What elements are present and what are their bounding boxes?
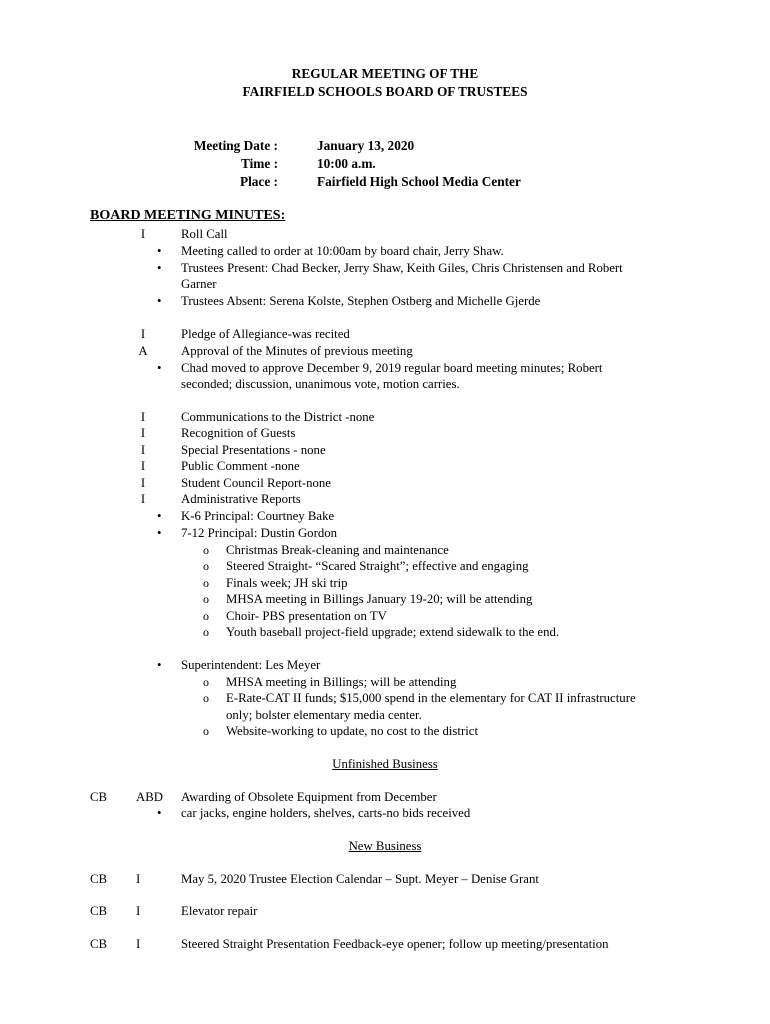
- item-numeral: A: [138, 344, 148, 358]
- meeting-time-label: Time :: [240, 156, 278, 171]
- agenda-code-2: I: [136, 904, 141, 918]
- meeting-date-label: Meeting Date :: [193, 138, 278, 153]
- item-numeral: I: [140, 410, 146, 424]
- sub-bullet-icon: o: [203, 675, 209, 689]
- bullet-icon: •: [157, 806, 162, 820]
- pledge-title: Pledge of Allegiance-was recited: [181, 327, 350, 341]
- report-sup-sub: E-Rate-CAT II funds; $15,000 spend in the elementary for CAT II infrastructure: [226, 691, 636, 705]
- sub-bullet-icon: o: [203, 592, 209, 606]
- report-712-sub: Youth baseball project-field upgrade; extend sidewalk to the end.: [226, 625, 560, 639]
- unfinished-business-heading: Unfinished Business: [332, 757, 438, 771]
- approval-bullet-continued: seconded; discussion, unanimous vote, motion carries.: [181, 377, 460, 391]
- item-title: Administrative Reports: [181, 492, 301, 506]
- approval-bullet: Chad moved to approve December 9, 2019 regular board meeting minutes; Robert: [181, 361, 603, 375]
- item-numeral: I: [140, 426, 146, 440]
- new-business-item: Elevator repair: [181, 904, 258, 918]
- report-sup-sub: Website-working to update, no cost to the district: [226, 724, 479, 738]
- sub-bullet-icon: o: [203, 559, 209, 573]
- document-title-line-1: REGULAR MEETING OF THE: [291, 66, 479, 81]
- agenda-code: CB: [90, 790, 108, 804]
- minutes-heading: BOARD MEETING MINUTES:: [90, 208, 286, 223]
- report-712-sub: Choir- PBS presentation on TV: [226, 609, 387, 623]
- report-712: 7-12 Principal: Dustin Gordon: [181, 526, 338, 540]
- sub-bullet-icon: o: [203, 543, 209, 557]
- bullet-icon: •: [157, 261, 162, 275]
- item-numeral: I: [140, 459, 146, 473]
- document-title-line-2: FAIRFIELD SCHOOLS BOARD OF TRUSTEES: [242, 84, 528, 99]
- sub-bullet-icon: o: [203, 625, 209, 639]
- report-k6: K-6 Principal: Courtney Bake: [181, 509, 335, 523]
- report-712-sub: Finals week; JH ski trip: [226, 576, 348, 590]
- sub-bullet-icon: o: [203, 609, 209, 623]
- unfinished-title: Awarding of Obsolete Equipment from December: [181, 790, 437, 804]
- bullet-icon: •: [157, 361, 162, 375]
- item-title: Special Presentations - none: [181, 443, 326, 457]
- sub-bullet-icon: o: [203, 724, 209, 738]
- new-business-item: Steered Straight Presentation Feedback-eye opener; follow up meeting/presentation: [181, 937, 609, 951]
- item-numeral: I: [140, 227, 146, 241]
- meeting-date-value: January 13, 2020: [317, 138, 415, 153]
- item-numeral: I: [140, 327, 146, 341]
- unfinished-bullet: car jacks, engine holders, shelves, carts-no bids received: [181, 806, 471, 820]
- bullet-icon: •: [157, 526, 162, 540]
- bullet-icon: •: [157, 294, 162, 308]
- report-712-sub: Christmas Break-cleaning and maintenance: [226, 543, 449, 557]
- new-business-item: May 5, 2020 Trustee Election Calendar – Supt. Meyer – Denise Grant: [181, 872, 539, 886]
- approval-title: Approval of the Minutes of previous meeting: [181, 344, 413, 358]
- meeting-place-value: Fairfield High School Media Center: [317, 174, 521, 189]
- sub-bullet-icon: o: [203, 576, 209, 590]
- roll-call-bullet: Meeting called to order at 10:00am by board chair, Jerry Shaw.: [181, 244, 504, 258]
- report-sup-sub: MHSA meeting in Billings; will be attending: [226, 675, 457, 689]
- item-numeral: I: [140, 492, 146, 506]
- report-712-sub: MHSA meeting in Billings January 19-20; will be attending: [226, 592, 533, 606]
- sub-bullet-icon: o: [203, 691, 209, 705]
- item-title: Student Council Report-none: [181, 476, 331, 490]
- agenda-code-2: ABD: [136, 790, 164, 804]
- meeting-place-label: Place :: [239, 174, 278, 189]
- new-business-heading: New Business: [348, 839, 422, 853]
- agenda-code: CB: [90, 872, 108, 886]
- roll-call-bullet-continued: Garner: [181, 277, 217, 291]
- roll-call-bullet: Trustees Absent: Serena Kolste, Stephen Ostberg and Michelle Gjerde: [181, 294, 541, 308]
- roll-call-bullet: Trustees Present: Chad Becker, Jerry Shaw, Keith Giles, Chris Christensen and Robert: [181, 261, 623, 275]
- roll-call-title: Roll Call: [181, 227, 228, 241]
- agenda-code-2: I: [136, 872, 141, 886]
- item-numeral: I: [140, 476, 146, 490]
- bullet-icon: •: [157, 244, 162, 258]
- agenda-code: CB: [90, 937, 108, 951]
- item-title: Recognition of Guests: [181, 426, 296, 440]
- item-title: Communications to the District -none: [181, 410, 375, 424]
- meeting-time-value: 10:00 a.m.: [317, 156, 376, 171]
- agenda-code: CB: [90, 904, 108, 918]
- bullet-icon: •: [157, 509, 162, 523]
- report-sup-sub-continued: only; bolster elementary media center.: [226, 708, 422, 722]
- report-superintendent: Superintendent: Les Meyer: [181, 658, 321, 672]
- agenda-code-2: I: [136, 937, 141, 951]
- bullet-icon: •: [157, 658, 162, 672]
- report-712-sub: Steered Straight- “Scared Straight”; effective and engaging: [226, 559, 529, 573]
- item-numeral: I: [140, 443, 146, 457]
- item-title: Public Comment -none: [181, 459, 300, 473]
